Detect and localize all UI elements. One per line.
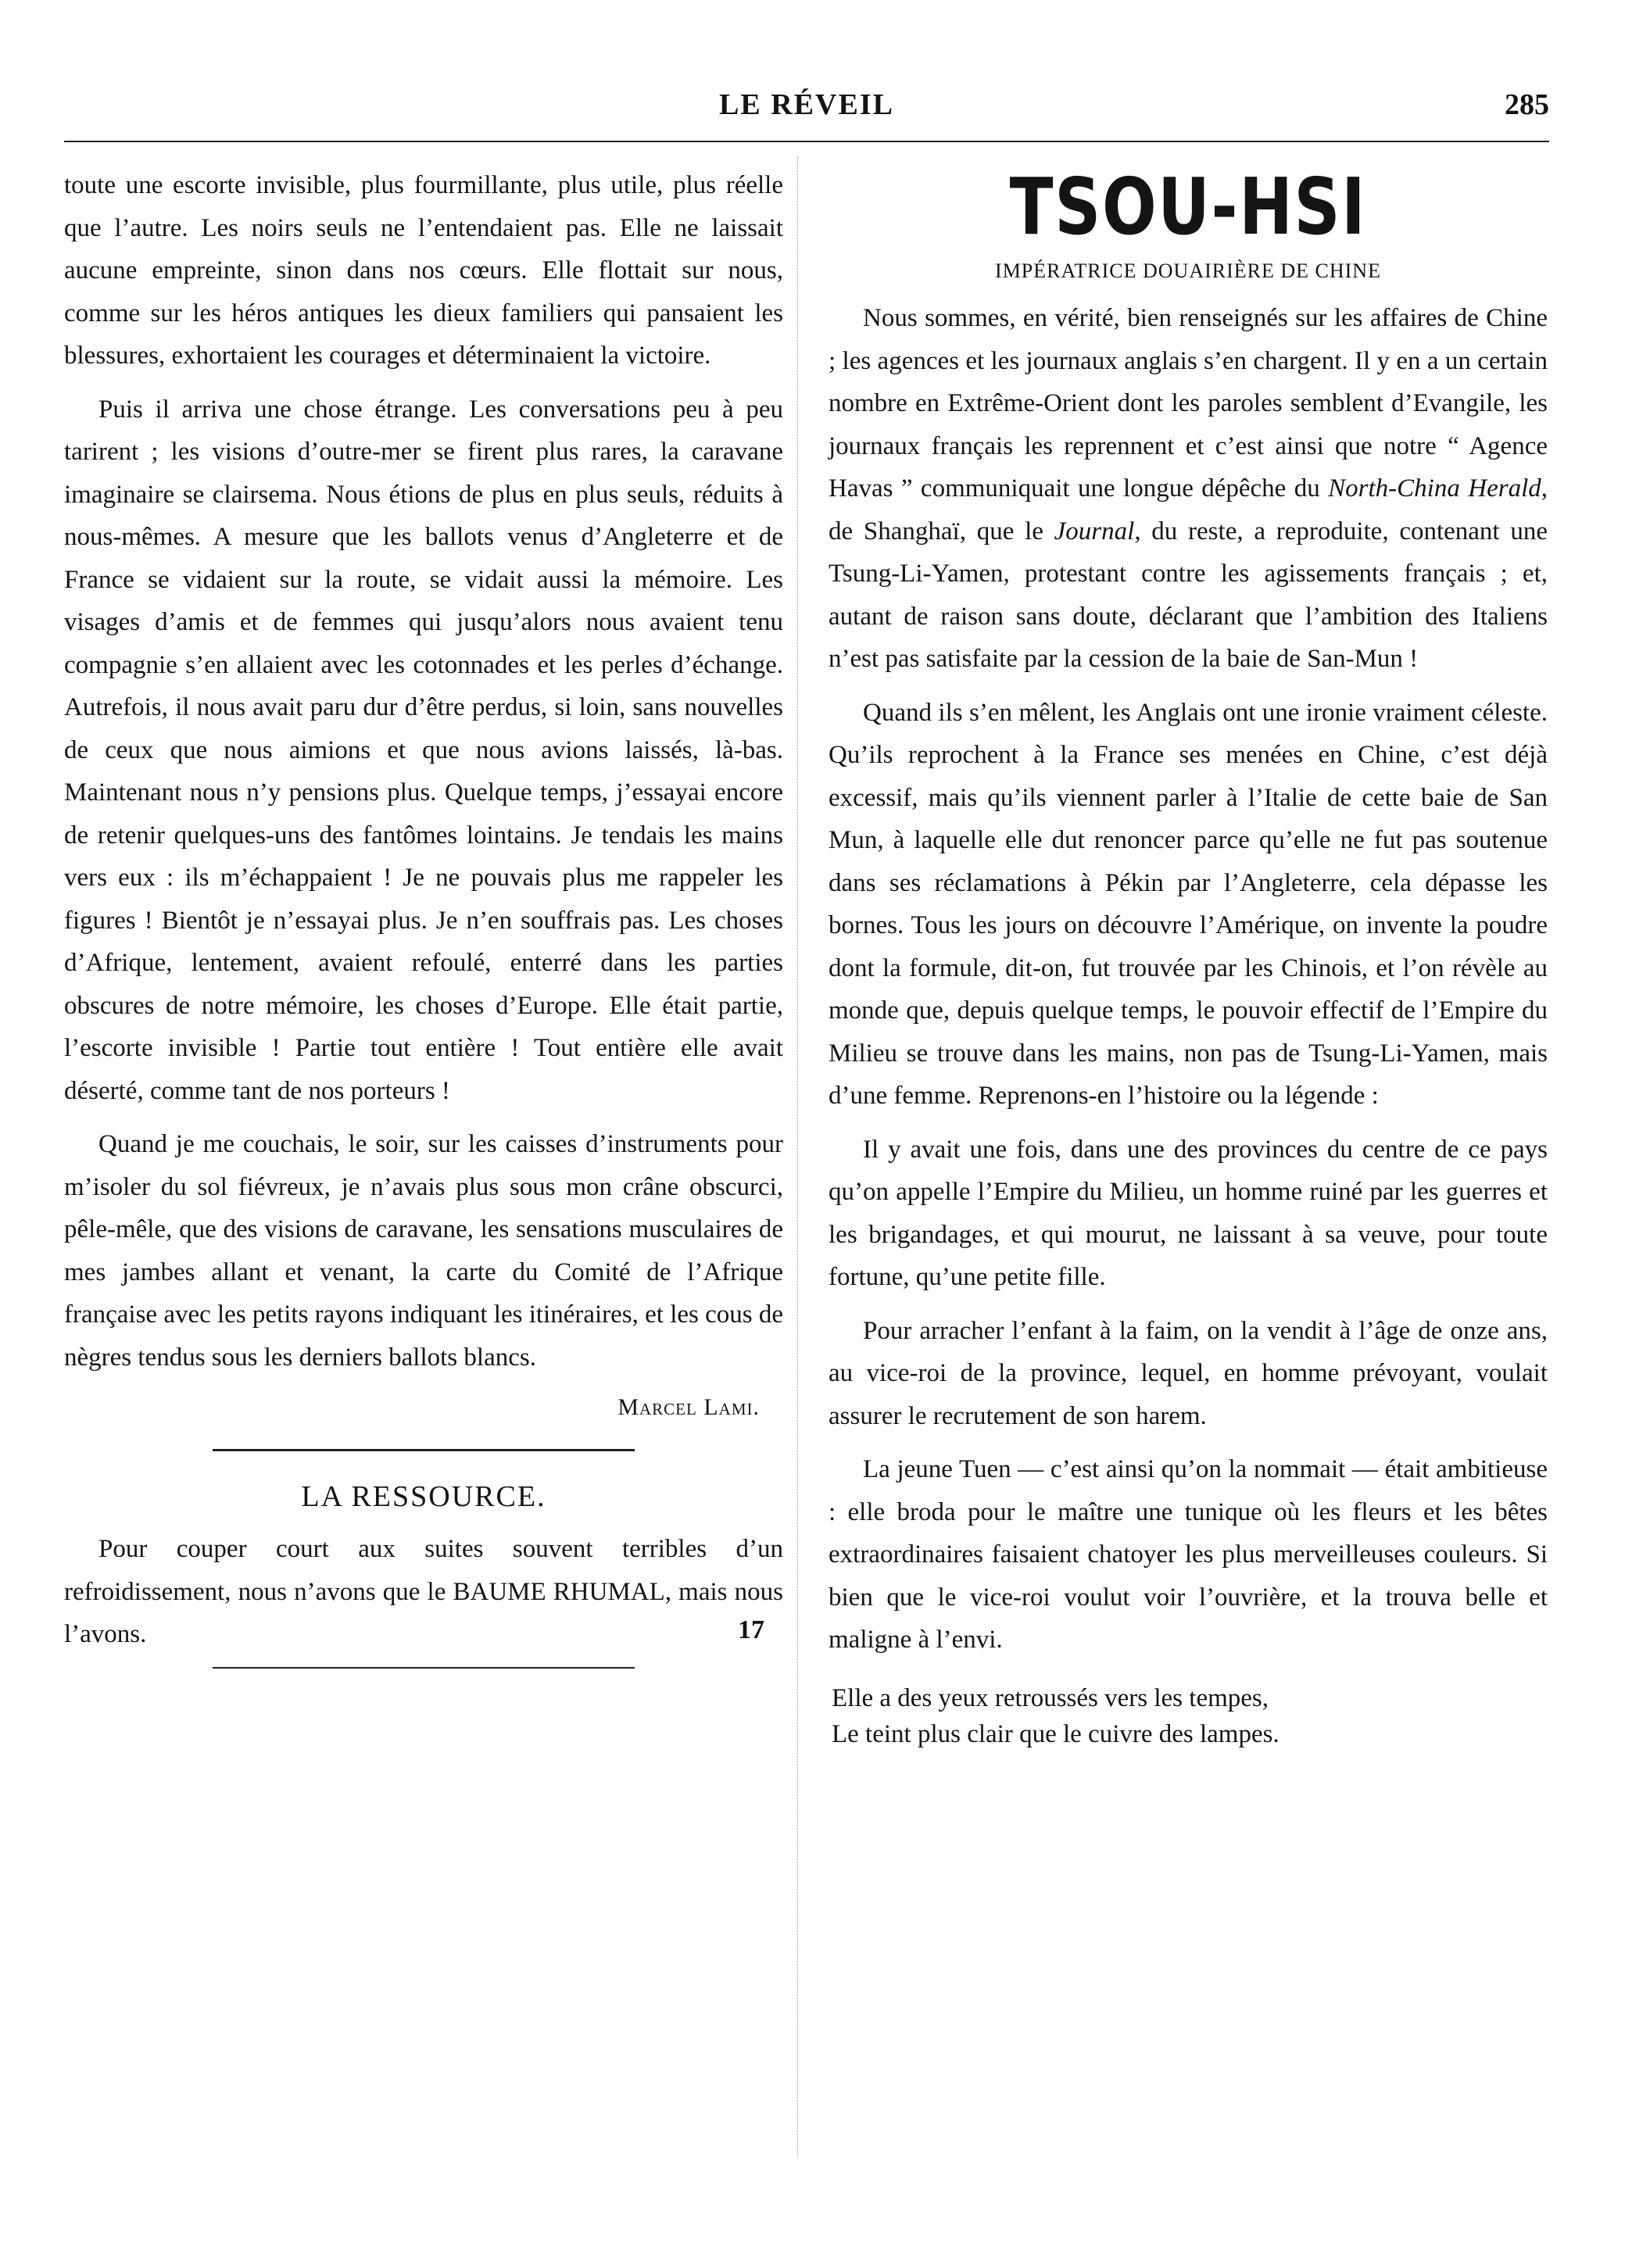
section-rule-bottom xyxy=(213,1667,635,1669)
author-signature: Marcel Lami. xyxy=(617,1394,760,1420)
left-column xyxy=(64,164,783,1669)
advertisement-text: Pour couper court aux suites souvent terribles d’un refroidissement, nous n’avons que le BAUME RHUMAL, mais nous l’avons. xyxy=(64,1535,783,1648)
article-paragraph: Il y avait une fois, dans une des provinces du centre de ce pays qu’on appelle l’Empire du Milieu, un homme ruiné par les guerres et les brigandages, et qui mourut, ne laissant à sa veuve, pour toute fortune, qu’une petite fille. xyxy=(829,1135,1548,1291)
verse-line: Elle a des yeux retroussés vers les tempes, xyxy=(832,1683,1269,1712)
page-number: 285 xyxy=(1505,88,1549,121)
running-title: LE RÉVEIL xyxy=(719,88,894,121)
article-paragraph: Quand ils s’en mêlent, les Anglais ont une ironie vraiment céleste. Qu’ils reprochent à la France ses menées en Chine, c’est déjà excessif, mais qu’ils viennent parler à l’Italie de cette baie de San Mun, à laquelle elle dut renoncer parce qu’elle ne fut pas soutenue dans ses réclamations à Pékin par l’Angleterre, cela dépasse les bornes. Tous les jours on découvre l’Amérique, on invente la poudre dont la formule, dit-on, fut trouvée par les Chinois, et l’on révèle au monde que, depuis quelque temps, le pouvoir effectif de l’Empire du Milieu se trouve dans les mains, non pas de Tsung-Li-Yamen, mais d’une femme. Reprenons-en l’histoire ou la légende : xyxy=(829,698,1548,1110)
column-divider xyxy=(797,156,798,2157)
story-paragraph: Quand je me couchais, le soir, sur les caisses d’instruments pour m’isoler du sol fiévreux, je n’avais plus sous mon crâne obscurci, pêle-mêle, que des visions de caravane, les sensations musculaires de mes jambes allant et venant, la carte du Comité de l’Afrique française avec les petits rayons indiquant les itinéraires, et les cous de nègres tendus sous les derniers ballots blancs. xyxy=(64,1130,784,1372)
advertisement-title: LA RESSOURCE. xyxy=(301,1480,546,1513)
article-title: TSOU-HSI xyxy=(1009,161,1367,252)
advertisement-number: 17 xyxy=(738,1615,764,1644)
advertisement xyxy=(64,1528,783,1656)
article-paragraph: Pour arracher l’enfant à la faim, on la vendit à l’âge de onze ans, au vice-roi de la province, lequel, en homme prévoyant, voulait assurer le recrutement de son harem. xyxy=(829,1316,1548,1430)
story-paragraph: toute une escorte invisible, plus fourmillante, plus utile, plus réelle que l’autre. Les noirs seuls ne l’entendaient pas. Elle ne laissait aucune empreinte, sinon dans nos cœurs. Elle flottait sur nous, comme sur les héros antiques les dieux familiers qui pansaient les blessures, exhortaient les courages et déterminaient la victoire. xyxy=(64,171,783,370)
article-paragraph: La jeune Tuen — c’est ainsi qu’on la nommait — était ambitieuse : elle broda pour le maître une tunique où les fleurs et les bêtes extraordinaires faisaient chatoyer les plus merveilleuses couleurs. Si bien que le vice-roi voulut voir l’ouvrière, et la trouva belle et maligne à l’envi. xyxy=(829,1455,1548,1654)
article-text: , du reste, a reproduite, contenant une Tsung-Li-Yamen, protestant contre les agissements français ; et, autant de raison sans doute, déclarant que l’ambition des Italiens n’est pas satisfaite par la cession de la baie de San-Mun ! xyxy=(829,517,1548,673)
verse xyxy=(829,1680,1548,1752)
article-subtitle: IMPÉRATRICE DOUAIRIÈRE DE CHINE xyxy=(995,259,1381,282)
page-header xyxy=(64,88,1549,134)
verse-line: Le teint plus clair que le cuivre des lampes. xyxy=(832,1719,1280,1748)
right-column xyxy=(829,161,1548,1752)
article-text: Nous sommes, en vérité, bien renseignés sur les affaires de Chine ; les agences et les journaux anglais s’en chargent. Il y en a un certain nombre en Extrême-Orient dont les paroles semblent d’Evangile, les journaux français les reprennent et c’est ainsi que notre “ Agence Havas ” communiquait une longue dépêche du xyxy=(829,304,1548,503)
section-rule xyxy=(213,1449,635,1451)
article-text: , de Shanghaï, que le xyxy=(829,474,1548,546)
header-rule xyxy=(64,141,1549,142)
newspaper-name: North-China Herald xyxy=(1328,474,1541,503)
newspaper-name: Journal xyxy=(1054,517,1135,546)
article-paragraph xyxy=(829,297,1548,681)
story-paragraph: Puis il arriva une chose étrange. Les conversations peu à peu tarirent ; les visions d’outre-mer se firent plus rares, la caravane imaginaire se clairsema. Nous étions de plus en plus seuls, réduits à nous-mêmes. A mesure que les ballots venus d’Angleterre et de France se vidaient sur la route, se vidait aussi la mémoire. Les visages d’amis et de femmes qui jusqu’alors nous avaient tenu compagnie s’en allaient avec les cotonnades et les perles d’échange. Autrefois, il nous avait paru dur d’être perdus, si loin, sans nouvelles de ceux que nous aimions et que nous avions laissés, là-bas. Maintenant nous n’y pensions plus. Quelque temps, j’essayai encore de retenir quelques-uns des fantômes lointains. Je tendais les mains vers eux : ils m’échappaient ! Je ne pouvais plus me rappeler les figures ! Bientôt je n’essayai plus. Je n’en souffrais pas. Les choses d’Afrique, lentement, avaient refoulé, enterré dans les parties obscures de notre mémoire, les choses d’Europe. Elle était partie, l’escorte invisible ! Partie tout entière ! Tout entière elle avait déserté, comme tant de nos porteurs ! xyxy=(64,395,783,1105)
